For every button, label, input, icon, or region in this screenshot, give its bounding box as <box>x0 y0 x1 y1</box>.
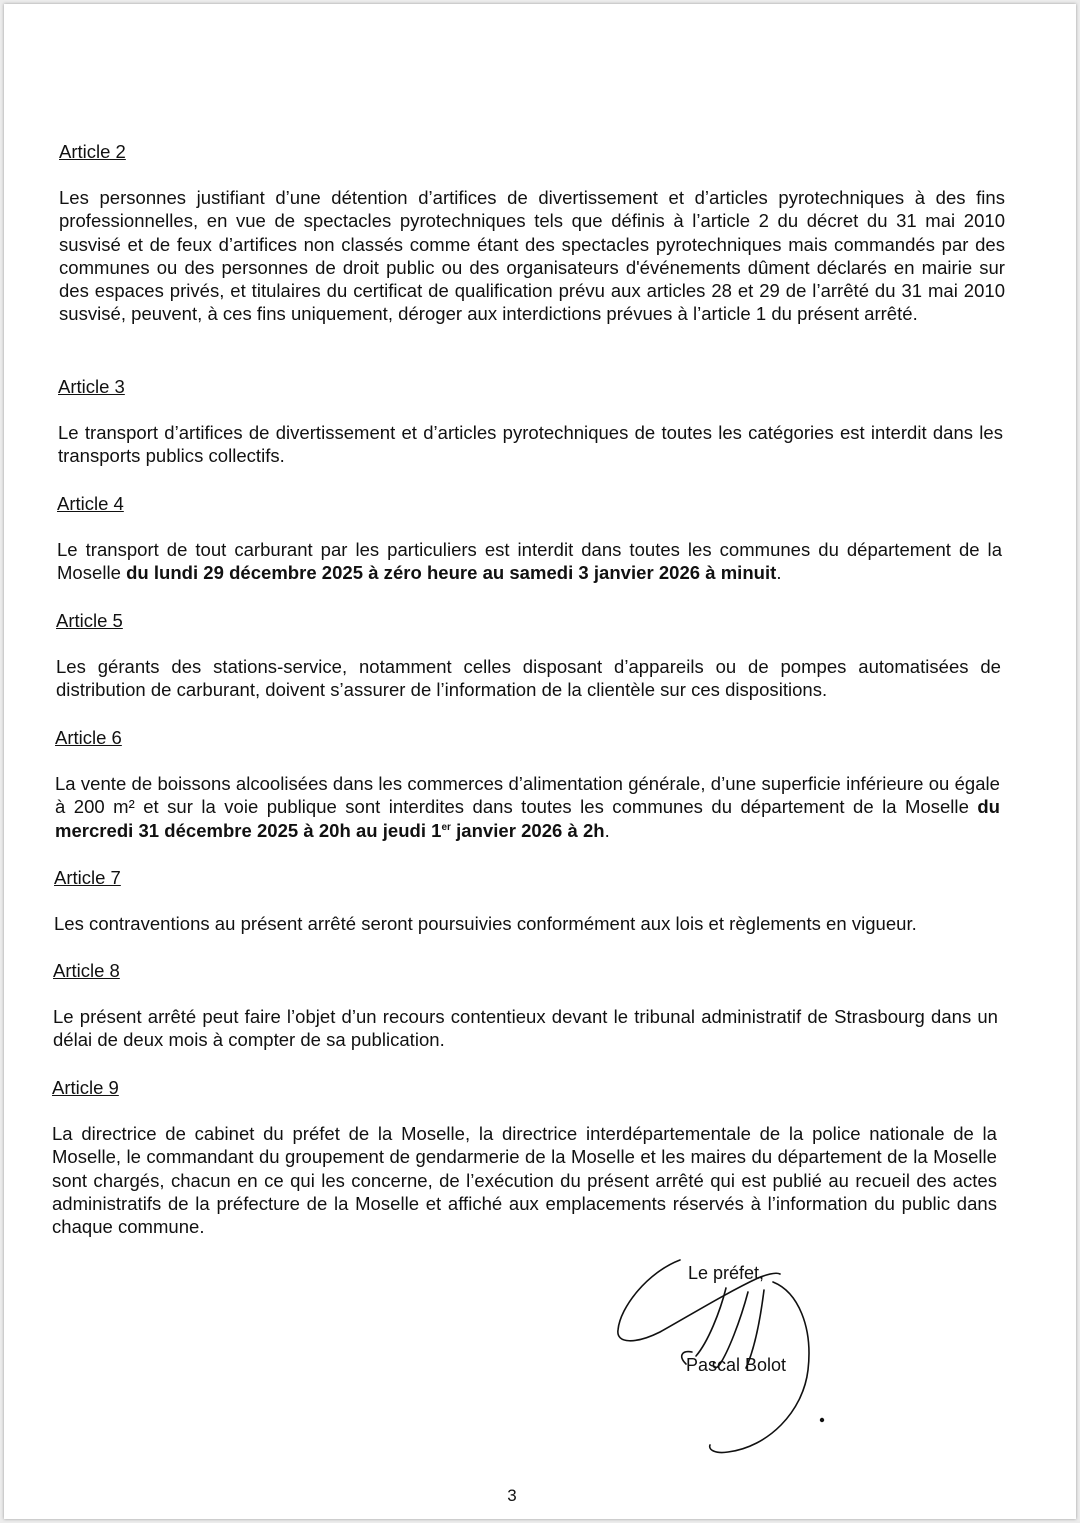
signatory-title: Le préfet, <box>688 1263 765 1283</box>
article-6 <box>55 726 1000 842</box>
article-body-date-range: du lundi 29 décembre 2025 à zéro heure au samedi 3 janvier 2026 à minuit <box>126 562 777 584</box>
article-body-text: La vente de boissons alcoolisées dans les commerces d’alimentation générale, d’une superficie inférieure ou égale à 200 m² et sur la voie publique sont interdites dans toutes les communes du département de la Moselle <box>55 773 1000 818</box>
article-body <box>57 538 1002 585</box>
date-range-start: du mercredi 31 décembre 2025 à 20h au jeudi 1 <box>55 796 1000 841</box>
signature-block <box>608 1252 838 1472</box>
article-body: Le transport d’artifices de divertissement et d’articles pyrotechniques de toutes les catégories est interdit dans les transports publics collectifs. <box>58 422 1003 467</box>
article-body: La directrice de cabinet du préfet de la Moselle, la directrice interdépartementale de la police nationale de la Moselle, le commandant du groupement de gendarmerie de la Moselle et les maires du département de la Moselle sont chargés, chacun en ce qui les concerne, de l’exécution du présent arrêté qui est publié au recueil des actes administratifs de la préfecture de la Moselle et affiché aux emplacements réservés à l’information du public dans chaque commune. <box>52 1123 997 1238</box>
article-3 <box>58 375 1003 468</box>
article-body: Le présent arrêté peut faire l’objet d’un recours contentieux devant le tribunal administratif de Strasbourg dans un délai de deux mois à compter de sa publication. <box>53 1006 998 1051</box>
article-body: Les personnes justifiant d’une détention d’artifices de divertissement et d’articles pyrotechniques à des fins professionnelles, en vue de spectacles pyrotechniques tels que définis à l’article 2 du décret du 31 mai 2010 susvisé et de feux d’artifices non classés comme étant des spectacles pyrotechniques mais commandés par des communes ou des personnes de droit public ou des organisateurs d'événements dûment déclarés en mairie sur des espaces privés, et titulaires du certificat de qualification prévu aux articles 28 et 29 de l’arrêté du 31 mai 2010 susvisé, peuvent, à ces fins uniquement, déroger aux interdictions prévues à l’article 1 du présent arrêté. <box>59 187 1005 325</box>
signatory-name: Pascal Bolot <box>686 1355 787 1375</box>
article-title: Article 3 <box>58 376 125 397</box>
date-range-end: janvier 2026 à 2h <box>450 819 605 841</box>
article-5 <box>56 609 1001 702</box>
document-page <box>4 4 1076 1519</box>
article-body-end: . <box>604 819 610 841</box>
ordinal-suffix: er <box>441 821 451 833</box>
article-title: Article 8 <box>53 960 120 981</box>
article-title: Article 2 <box>59 141 126 162</box>
article-title: Article 4 <box>57 493 124 514</box>
article-8 <box>53 959 998 1052</box>
article-4 <box>57 492 1002 585</box>
article-body <box>55 772 1000 842</box>
page-number: 3 <box>507 1486 517 1505</box>
article-title: Article 6 <box>55 727 122 748</box>
article-7 <box>54 866 999 935</box>
article-2 <box>59 140 1005 326</box>
article-title: Article 9 <box>52 1077 119 1098</box>
article-title: Article 5 <box>56 610 123 631</box>
article-body: Les contraventions au présent arrêté seront poursuivies conformément aux lois et règlements en vigueur. <box>54 913 917 934</box>
article-body-text: Le transport de tout carburant par les particuliers est interdit dans toutes les communes du département de la Moselle <box>57 539 1002 584</box>
article-body: Les gérants des stations-service, notamment celles disposant d’appareils ou de pompes automatisées de distribution de carburant, doivent s’assurer de l’information de la clientèle sur ces dispositions. <box>56 656 1001 701</box>
article-body-end: . <box>776 562 782 584</box>
article-title: Article 7 <box>54 867 121 888</box>
article-9 <box>52 1076 997 1238</box>
